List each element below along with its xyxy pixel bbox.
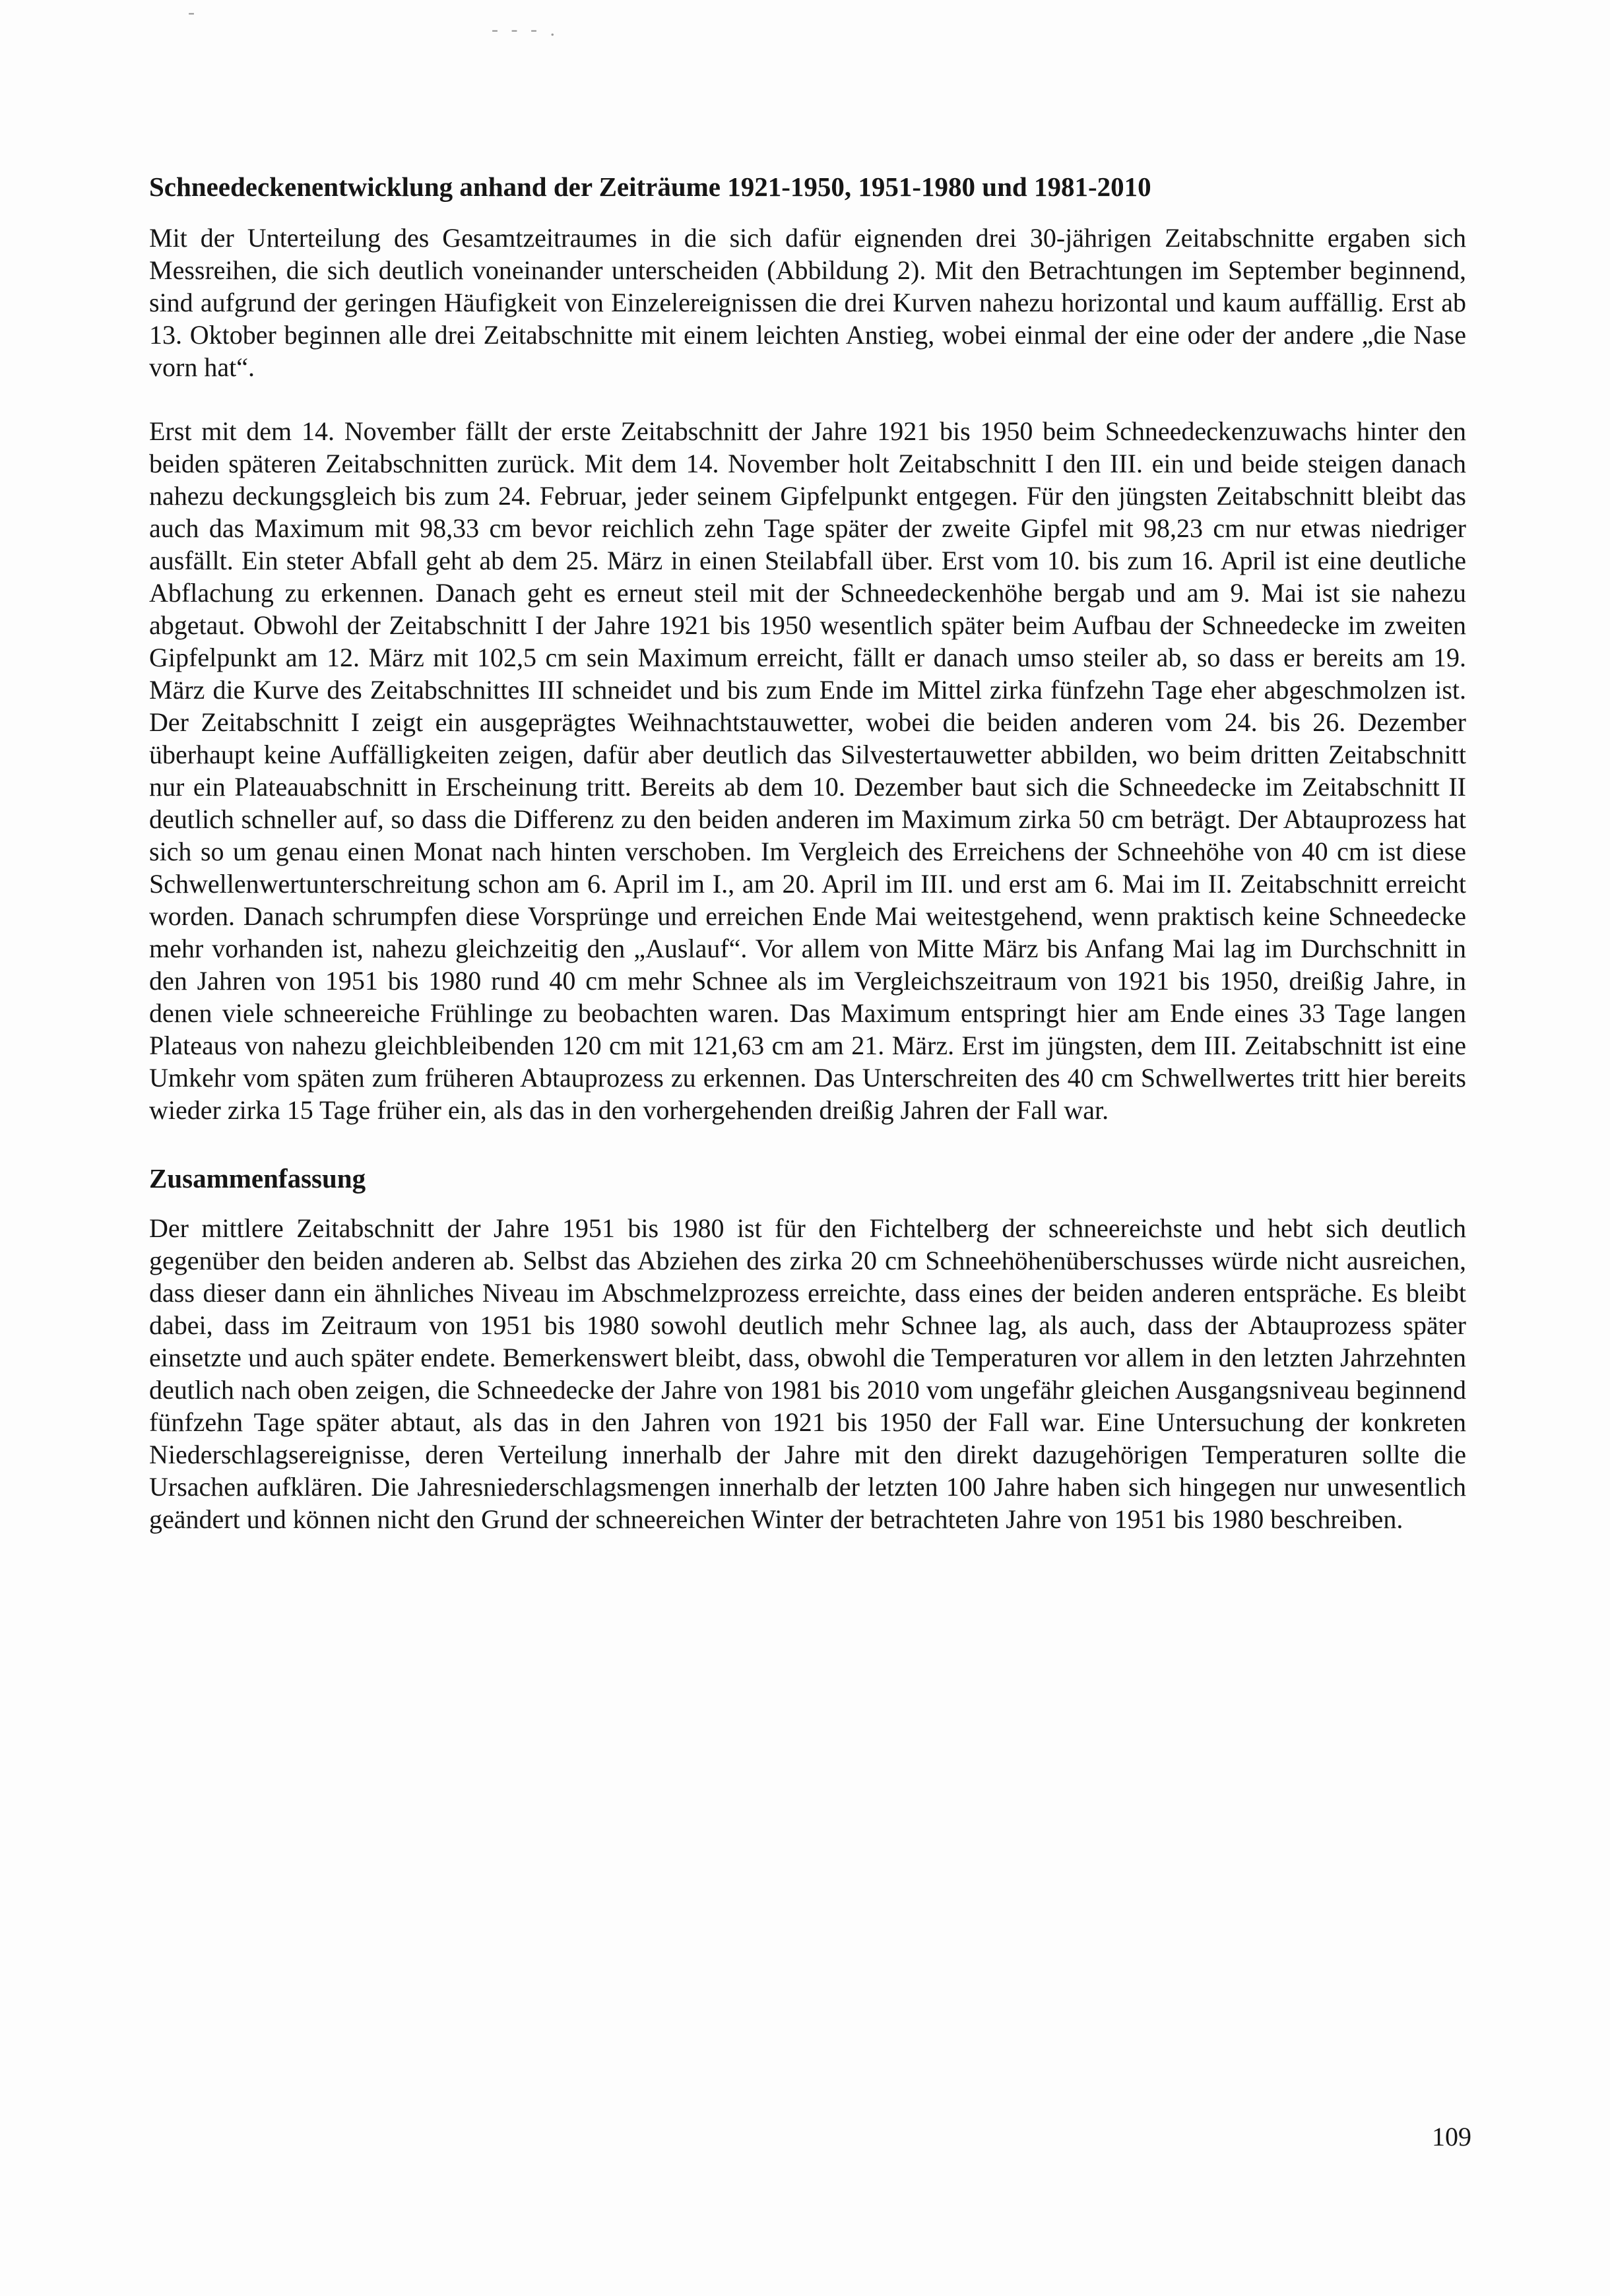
scan-mark-center: - - - . — [492, 18, 559, 40]
paragraph-analysis: Erst mit dem 14. November fällt der erste Zeitabschnitt der Jahre 1921 bis 1950 beim Schneedeckenzuwachs hinter den beiden späteren Zeitabschnitten zurück. Mit dem 14. November holt Zeitabschnitt I den III. ein und beide steigen danach nahezu deckungsgleich bis zum 24. Februar, jeder seinem Gipfelpunkt entgegen. Für den jüngsten Zeitabschnitt bleibt das auch das Maximum mit 98,33 cm bevor reichlich zehn Tage später der zweite Gipfel mit 98,23 cm nur etwas niedriger ausfällt. Ein steter Abfall geht ab dem 25. März in einen Steilabfall über. Erst vom 10. bis zum 16. April ist eine deutliche Abflachung zu erkennen. Danach geht es erneut steil mit der Schneedeckenhöhe bergab und am 9. Mai ist sie nahezu abgetaut. Obwohl der Zeitabschnitt I der Jahre 1921 bis 1950 wesentlich später beim Aufbau der Schneedecke im zweiten Gipfelpunkt am 12. März mit 102,5 cm sein Maximum erreicht, fällt er danach umso steiler ab, so dass er bereits am 19. März die Kurve des Zeitabschnittes III schneidet und bis zum Ende im Mittel zirka fünfzehn Tage eher abgeschmolzen ist. Der Zeitabschnitt I zeigt ein ausgeprägtes Weihnachtstauwetter, wobei die beiden anderen vom 24. bis 26. Dezember überhaupt keine Auffälligkeiten zeigen, dafür aber deutlich das Silvestertauwetter abbilden, wo beim dritten Zeitabschnitt nur ein Plateauabschnitt in Erscheinung tritt. Bereits ab dem 10. Dezember baut sich die Schneedecke im Zeitabschnitt II deutlich schneller auf, so dass die Differenz zu den beiden anderen im Maximum zirka 50 cm beträgt. Der Abtauprozess hat sich so um genau einen Monat nach hinten verschoben. Im Vergleich des Erreichens der Schneehöhe von 40 cm ist diese Schwellenwertunterschreitung schon am 6. April im I., am 20. April im III. und erst am 6. Mai im II. Zeitabschnitt erreicht worden. Danach schrumpfen diese Vorsprünge und erreichen Ende Mai weitestgehend, wenn praktisch keine Schneedecke mehr vorhanden ist, nahezu gleichzeitig den „Auslauf“. Vor allem von Mitte März bis Anfang Mai lag im Durchschnitt in den Jahren von 1951 bis 1980 rund 40 cm mehr Schnee als im Vergleichszeitraum von 1921 bis 1950, dreißig Jahre, in denen viele schneereiche Frühlinge zu beobachten waren. Das Maximum entspringt hier am Ende eines 33 Tage langen Plateaus von nahezu gleichbleibenden 120 cm mit 121,63 cm am 21. März. Erst im jüngsten, dem III. Zeitabschnitt ist eine Umkehr vom späten zum früheren Abtauprozess zu erkennen. Das Unterschreiten des 40 cm Schwellwertes tritt hier bereits wieder zirka 15 Tage früher ein, als das in den vorhergehenden dreißig Jahren der Fall war. — [149, 416, 1466, 1125]
paragraph-intro: Mit der Unterteilung des Gesamtzeitraumes in die sich dafür eignenden drei 30-jährigen Zeitabschnitte ergaben sich Messreihen, die sich deutlich voneinander unterscheiden (Abbildung 2). Mit den Betrachtungen im September beginnend, sind aufgrund der geringen Häufigkeit von Einzelereignissen die drei Kurven nahezu horizontal und kaum auffällig. Erst ab 13. Oktober beginnen alle drei Zeitabschnitte mit einem leichten Anstieg, wobei einmal der eine oder der andere „die Nase vorn hat“. — [149, 223, 1466, 382]
paragraph-summary: Der mittlere Zeitabschnitt der Jahre 1951 bis 1980 ist für den Fichtelberg der schneereichste und hebt sich deutlich gegenüber den beiden anderen ab. Selbst das Abziehen des zirka 20 cm Schneehöhenüberschusses würde nicht ausreichen, dass dieser dann ein ähnliches Niveau im Abschmelzprozess erreichte, dass eines der beiden anderen entspräche. Es bleibt dabei, dass im Zeitraum von 1951 bis 1980 sowohl deutlich mehr Schnee lag, als auch, dass der Abtauprozess später einsetzte und auch später endete. Bemerkenswert bleibt, dass, obwohl die Temperaturen vor allem in den letzten Jahrzehnten deutlich nach oben zeigen, die Schneedecke der Jahre von 1981 bis 2010 vom ungefähr gleichen Ausgangsniveau beginnend fünfzehn Tage später abtaut, als das in den Jahren von 1921 bis 1950 der Fall war. Eine Untersuchung der konkreten Niederschlagsereignisse, deren Verteilung innerhalb der Jahre mit den direkt dazugehörigen Temperaturen sollte die Ursachen aufklären. Die Jahresniederschlagsmengen innerhalb der letzten 100 Jahre haben sich hingegen nur unwesentlich geändert und können nicht den Grund der schneereichen Winter der betrachteten Jahre von 1951 bis 1980 beschreiben. — [149, 1213, 1466, 1534]
page-number: 109 — [1432, 2122, 1471, 2152]
section-heading-schneedecke: Schneedeckenentwicklung anhand der Zeiträume 1921-1950, 1951-1980 und 1981-2010 — [149, 172, 1151, 202]
page-content — [149, 170, 1466, 1535]
section-heading-zusammenfassung: Zusammenfassung — [149, 1163, 366, 1194]
scan-mark-left: - — [188, 1, 199, 23]
